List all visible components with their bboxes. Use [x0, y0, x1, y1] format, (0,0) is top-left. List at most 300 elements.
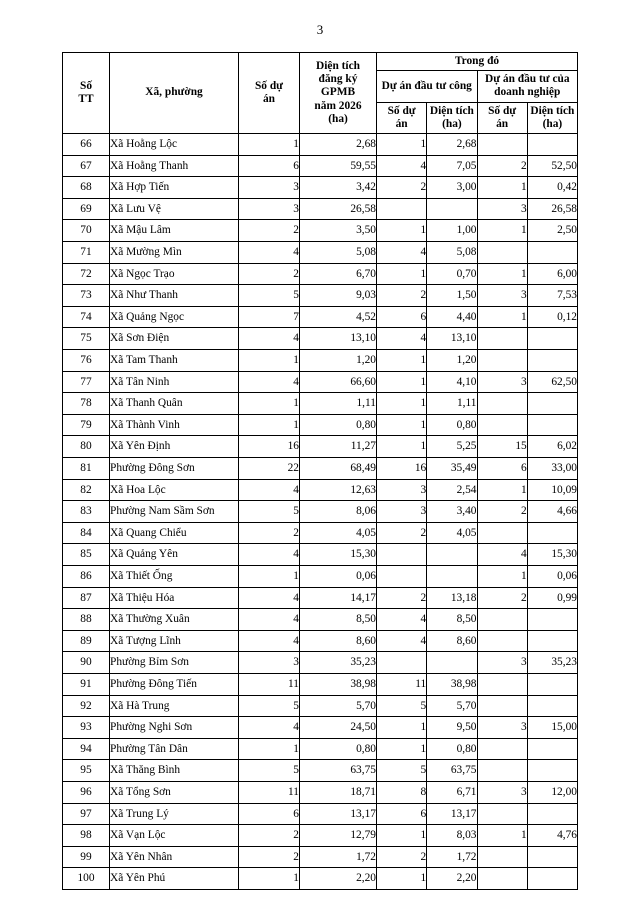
cell-enterprise-area: 4,66	[527, 501, 577, 523]
cell-stt: 88	[63, 609, 110, 631]
table-row	[63, 717, 578, 739]
cell-enterprise-count	[477, 350, 527, 372]
cell-enterprise-area: 7,53	[527, 285, 577, 307]
table-row	[63, 652, 578, 674]
cell-enterprise-count: 6	[477, 458, 527, 480]
table-row	[63, 630, 578, 652]
header-project-count-line1: Số dự	[254, 79, 284, 92]
header-public-area	[427, 102, 477, 133]
cell-enterprise-area	[527, 846, 577, 868]
cell-stt: 69	[63, 198, 110, 220]
table-row	[63, 803, 578, 825]
cell-commune-name: Xã Quang Chiểu	[110, 522, 239, 544]
cell-enterprise-count	[477, 695, 527, 717]
cell-stt: 76	[63, 350, 110, 372]
cell-public-area	[427, 544, 477, 566]
cell-area-gpmb: 9,03	[300, 285, 377, 307]
cell-stt: 91	[63, 673, 110, 695]
cell-commune-name: Xã Mường Mìn	[110, 242, 239, 264]
cell-area-gpmb: 3,42	[300, 177, 377, 199]
cell-public-count: 4	[377, 328, 427, 350]
cell-enterprise-count: 1	[477, 177, 527, 199]
table-row	[63, 328, 578, 350]
cell-public-area: 35,49	[427, 458, 477, 480]
cell-enterprise-area	[527, 695, 577, 717]
cell-enterprise-area	[527, 868, 577, 890]
table-row	[63, 371, 578, 393]
cell-public-area: 5,25	[427, 436, 477, 458]
table-container	[62, 52, 578, 890]
header-stt-line2: TT	[78, 93, 94, 106]
cell-enterprise-area	[527, 673, 577, 695]
cell-public-count: 5	[377, 695, 427, 717]
cell-public-count	[377, 198, 427, 220]
cell-enterprise-count: 3	[477, 198, 527, 220]
cell-enterprise-count: 3	[477, 285, 527, 307]
cell-public-count: 1	[377, 134, 427, 156]
cell-project-count: 1	[239, 414, 300, 436]
cell-commune-name: Xã Thiệu Hóa	[110, 587, 239, 609]
cell-commune-name: Xã Thăng Bình	[110, 760, 239, 782]
cell-public-count: 4	[377, 242, 427, 264]
table-row	[63, 393, 578, 415]
header-public-count	[377, 102, 427, 133]
header-enterprise-count-line1: Số dự	[488, 104, 517, 117]
cell-enterprise-count: 15	[477, 436, 527, 458]
cell-project-count: 4	[239, 371, 300, 393]
cell-enterprise-count: 1	[477, 220, 527, 242]
cell-area-gpmb: 1,72	[300, 846, 377, 868]
cell-project-count: 1	[239, 738, 300, 760]
cell-stt: 80	[63, 436, 110, 458]
cell-commune-name: Xã Mậu Lâm	[110, 220, 239, 242]
table-row	[63, 414, 578, 436]
table-row	[63, 436, 578, 458]
cell-area-gpmb: 26,58	[300, 198, 377, 220]
cell-public-area: 9,50	[427, 717, 477, 739]
cell-project-count: 4	[239, 587, 300, 609]
cell-project-count: 5	[239, 285, 300, 307]
cell-stt: 87	[63, 587, 110, 609]
cell-commune-name: Phường Bỉm Sơn	[110, 652, 239, 674]
cell-area-gpmb: 35,23	[300, 652, 377, 674]
cell-commune-name: Xã Như Thanh	[110, 285, 239, 307]
table-row	[63, 781, 578, 803]
cell-public-area: 13,18	[427, 587, 477, 609]
cell-area-gpmb: 2,68	[300, 134, 377, 156]
cell-public-count: 1	[377, 738, 427, 760]
table-row	[63, 155, 578, 177]
table-row	[63, 825, 578, 847]
header-area-line2: đăng ký	[318, 73, 358, 86]
cell-project-count: 2	[239, 846, 300, 868]
cell-area-gpmb: 0,80	[300, 414, 377, 436]
cell-enterprise-count: 1	[477, 565, 527, 587]
cell-public-count: 1	[377, 825, 427, 847]
cell-enterprise-area	[527, 522, 577, 544]
cell-public-area: 7,05	[427, 155, 477, 177]
cell-enterprise-area: 0,12	[527, 306, 577, 328]
cell-commune-name: Xã Vạn Lộc	[110, 825, 239, 847]
cell-stt: 66	[63, 134, 110, 156]
cell-enterprise-area	[527, 609, 577, 631]
cell-project-count: 7	[239, 306, 300, 328]
cell-enterprise-count	[477, 738, 527, 760]
cell-enterprise-count: 2	[477, 155, 527, 177]
table-body	[63, 134, 578, 890]
cell-commune-name: Xã Thường Xuân	[110, 609, 239, 631]
cell-enterprise-area: 6,02	[527, 436, 577, 458]
cell-commune-name: Xã Hoằng Lộc	[110, 134, 239, 156]
cell-public-count: 6	[377, 803, 427, 825]
table-row	[63, 501, 578, 523]
cell-public-count: 4	[377, 630, 427, 652]
cell-area-gpmb: 12,79	[300, 825, 377, 847]
cell-area-gpmb: 8,50	[300, 609, 377, 631]
cell-enterprise-area: 62,50	[527, 371, 577, 393]
cell-enterprise-area	[527, 738, 577, 760]
cell-public-area: 1,20	[427, 350, 477, 372]
header-public-area-line1: Diện tích	[429, 104, 474, 117]
cell-public-area: 5,08	[427, 242, 477, 264]
cell-area-gpmb: 3,50	[300, 220, 377, 242]
cell-stt: 74	[63, 306, 110, 328]
cell-enterprise-count	[477, 630, 527, 652]
cell-area-gpmb: 0,80	[300, 738, 377, 760]
cell-public-count: 2	[377, 846, 427, 868]
cell-stt: 67	[63, 155, 110, 177]
header-commune: Xã, phường	[110, 53, 239, 134]
cell-public-area: 2,20	[427, 868, 477, 890]
cell-project-count: 4	[239, 328, 300, 350]
cell-public-count: 2	[377, 285, 427, 307]
cell-commune-name: Xã Quảng Yên	[110, 544, 239, 566]
cell-public-count	[377, 544, 427, 566]
cell-enterprise-count: 1	[477, 263, 527, 285]
cell-project-count: 2	[239, 263, 300, 285]
cell-project-count: 2	[239, 522, 300, 544]
cell-enterprise-area: 15,00	[527, 717, 577, 739]
cell-enterprise-area: 15,30	[527, 544, 577, 566]
header-enterprise-line2: doanh nghiệp	[494, 86, 561, 99]
cell-public-count: 16	[377, 458, 427, 480]
cell-area-gpmb: 14,17	[300, 587, 377, 609]
cell-project-count: 4	[239, 544, 300, 566]
cell-commune-name: Xã Hoằng Thanh	[110, 155, 239, 177]
cell-public-count: 4	[377, 609, 427, 631]
cell-public-area: 2,68	[427, 134, 477, 156]
cell-project-count: 4	[239, 630, 300, 652]
table-row	[63, 609, 578, 631]
cell-public-count: 2	[377, 177, 427, 199]
cell-stt: 90	[63, 652, 110, 674]
cell-public-area: 13,17	[427, 803, 477, 825]
cell-area-gpmb: 12,63	[300, 479, 377, 501]
cell-stt: 72	[63, 263, 110, 285]
cell-area-gpmb: 15,30	[300, 544, 377, 566]
cell-public-count: 1	[377, 220, 427, 242]
cell-enterprise-count	[477, 328, 527, 350]
cell-enterprise-count	[477, 803, 527, 825]
cell-commune-name: Xã Thanh Quân	[110, 393, 239, 415]
cell-area-gpmb: 13,17	[300, 803, 377, 825]
cell-public-area: 1,72	[427, 846, 477, 868]
table-row	[63, 458, 578, 480]
gpmb-registration-table	[62, 52, 578, 890]
cell-stt: 78	[63, 393, 110, 415]
cell-commune-name: Xã Tam Thanh	[110, 350, 239, 372]
cell-project-count: 1	[239, 565, 300, 587]
cell-commune-name: Xã Quảng Ngọc	[110, 306, 239, 328]
cell-public-count: 1	[377, 414, 427, 436]
cell-stt: 73	[63, 285, 110, 307]
header-public-investment: Dự án đầu tư công	[377, 71, 478, 102]
header-area-line5: (ha)	[328, 112, 348, 125]
cell-enterprise-area	[527, 134, 577, 156]
cell-public-area: 8,03	[427, 825, 477, 847]
cell-stt: 85	[63, 544, 110, 566]
cell-stt: 68	[63, 177, 110, 199]
cell-stt: 92	[63, 695, 110, 717]
cell-stt: 94	[63, 738, 110, 760]
cell-commune-name: Xã Tượng Lĩnh	[110, 630, 239, 652]
cell-area-gpmb: 0,06	[300, 565, 377, 587]
table-row	[63, 198, 578, 220]
cell-enterprise-area: 35,23	[527, 652, 577, 674]
cell-area-gpmb: 1,11	[300, 393, 377, 415]
cell-enterprise-area: 6,00	[527, 263, 577, 285]
table-row	[63, 177, 578, 199]
table-row	[63, 673, 578, 695]
cell-enterprise-area: 0,06	[527, 565, 577, 587]
table-header	[63, 53, 578, 134]
cell-stt: 81	[63, 458, 110, 480]
cell-enterprise-count	[477, 414, 527, 436]
table-row	[63, 263, 578, 285]
cell-project-count: 11	[239, 781, 300, 803]
cell-public-count: 3	[377, 501, 427, 523]
table-row	[63, 134, 578, 156]
cell-stt: 97	[63, 803, 110, 825]
cell-enterprise-area	[527, 414, 577, 436]
cell-project-count: 1	[239, 350, 300, 372]
cell-public-area: 3,40	[427, 501, 477, 523]
cell-project-count: 3	[239, 198, 300, 220]
cell-enterprise-area: 0,99	[527, 587, 577, 609]
cell-commune-name: Xã Yên Định	[110, 436, 239, 458]
header-stt	[63, 53, 110, 134]
cell-public-area: 0,70	[427, 263, 477, 285]
cell-public-area: 63,75	[427, 760, 477, 782]
table-row	[63, 738, 578, 760]
cell-public-count: 3	[377, 479, 427, 501]
header-area-line1: Diện tích	[316, 60, 360, 72]
cell-project-count: 4	[239, 242, 300, 264]
cell-area-gpmb: 38,98	[300, 673, 377, 695]
cell-area-gpmb: 18,71	[300, 781, 377, 803]
page-number: 3	[316, 22, 324, 37]
header-row-1	[63, 53, 578, 71]
cell-stt: 96	[63, 781, 110, 803]
cell-stt: 95	[63, 760, 110, 782]
cell-area-gpmb: 8,60	[300, 630, 377, 652]
cell-enterprise-area: 2,50	[527, 220, 577, 242]
cell-project-count: 6	[239, 155, 300, 177]
cell-public-count: 1	[377, 436, 427, 458]
cell-enterprise-count: 2	[477, 501, 527, 523]
cell-public-count: 4	[377, 155, 427, 177]
header-public-count-line1: Số dự	[387, 104, 416, 117]
cell-public-count: 1	[377, 371, 427, 393]
table-row	[63, 220, 578, 242]
header-enterprise-area-line2: (ha)	[542, 117, 563, 130]
cell-enterprise-count	[477, 760, 527, 782]
cell-commune-name: Xã Sơn Điện	[110, 328, 239, 350]
cell-project-count: 16	[239, 436, 300, 458]
table-row	[63, 522, 578, 544]
cell-commune-name: Xã Hợp Tiến	[110, 177, 239, 199]
table-row	[63, 242, 578, 264]
cell-commune-name: Xã Tân Ninh	[110, 371, 239, 393]
cell-enterprise-count	[477, 673, 527, 695]
cell-commune-name: Xã Tổng Sơn	[110, 781, 239, 803]
cell-stt: 71	[63, 242, 110, 264]
cell-enterprise-count: 3	[477, 717, 527, 739]
cell-public-count: 1	[377, 263, 427, 285]
table-row	[63, 285, 578, 307]
cell-public-count: 11	[377, 673, 427, 695]
cell-area-gpmb: 11,27	[300, 436, 377, 458]
cell-stt: 93	[63, 717, 110, 739]
cell-commune-name: Xã Lưu Vệ	[110, 198, 239, 220]
cell-enterprise-area	[527, 803, 577, 825]
cell-commune-name: Xã Trung Lý	[110, 803, 239, 825]
cell-enterprise-area: 4,76	[527, 825, 577, 847]
header-project-count	[239, 53, 300, 134]
cell-enterprise-count	[477, 846, 527, 868]
table-row	[63, 695, 578, 717]
cell-area-gpmb: 2,20	[300, 868, 377, 890]
cell-stt: 83	[63, 501, 110, 523]
cell-area-gpmb: 6,70	[300, 263, 377, 285]
header-stt-line1: Số	[79, 79, 93, 92]
cell-area-gpmb: 66,60	[300, 371, 377, 393]
header-enterprise-count-line2: án	[496, 117, 509, 130]
cell-commune-name: Phường Đông Tiến	[110, 673, 239, 695]
cell-area-gpmb: 5,08	[300, 242, 377, 264]
cell-project-count: 2	[239, 220, 300, 242]
cell-public-count: 1	[377, 868, 427, 890]
header-enterprise-investment	[477, 71, 578, 102]
cell-enterprise-area	[527, 760, 577, 782]
table-row	[63, 350, 578, 372]
cell-commune-name: Xã Yên Phú	[110, 868, 239, 890]
cell-stt: 89	[63, 630, 110, 652]
cell-stt: 99	[63, 846, 110, 868]
table-row	[63, 868, 578, 890]
cell-public-count: 6	[377, 306, 427, 328]
header-public-area-line2: (ha)	[442, 117, 462, 130]
cell-public-area	[427, 198, 477, 220]
cell-project-count: 22	[239, 458, 300, 480]
cell-project-count: 3	[239, 652, 300, 674]
cell-enterprise-area: 10,09	[527, 479, 577, 501]
cell-project-count: 4	[239, 717, 300, 739]
cell-project-count: 6	[239, 803, 300, 825]
cell-area-gpmb: 59,55	[300, 155, 377, 177]
table-row	[63, 846, 578, 868]
cell-enterprise-count: 2	[477, 587, 527, 609]
header-area-line3: GPMB	[320, 86, 356, 99]
cell-commune-name: Xã Thiết Ống	[110, 565, 239, 587]
cell-enterprise-count: 1	[477, 825, 527, 847]
cell-enterprise-area: 12,00	[527, 781, 577, 803]
header-enterprise-area-line1: Diện tích	[530, 104, 575, 117]
table-row	[63, 479, 578, 501]
cell-public-area: 3,00	[427, 177, 477, 199]
cell-area-gpmb: 5,70	[300, 695, 377, 717]
cell-public-area: 2,54	[427, 479, 477, 501]
cell-area-gpmb: 4,05	[300, 522, 377, 544]
cell-enterprise-count: 1	[477, 479, 527, 501]
cell-project-count: 1	[239, 134, 300, 156]
cell-enterprise-area: 33,00	[527, 458, 577, 480]
cell-enterprise-area	[527, 328, 577, 350]
cell-project-count: 4	[239, 479, 300, 501]
cell-public-area: 13,10	[427, 328, 477, 350]
cell-public-count: 2	[377, 587, 427, 609]
table-row	[63, 587, 578, 609]
cell-commune-name: Xã Ngọc Trạo	[110, 263, 239, 285]
cell-enterprise-count	[477, 868, 527, 890]
cell-stt: 98	[63, 825, 110, 847]
cell-enterprise-count: 3	[477, 781, 527, 803]
cell-commune-name: Phường Nghi Sơn	[110, 717, 239, 739]
cell-stt: 100	[63, 868, 110, 890]
cell-public-area: 1,00	[427, 220, 477, 242]
cell-area-gpmb: 1,20	[300, 350, 377, 372]
cell-public-area: 0,80	[427, 738, 477, 760]
table-row	[63, 544, 578, 566]
header-enterprise-count	[477, 102, 527, 133]
cell-public-area: 8,50	[427, 609, 477, 631]
cell-stt: 75	[63, 328, 110, 350]
cell-enterprise-area: 0,42	[527, 177, 577, 199]
cell-enterprise-area: 52,50	[527, 155, 577, 177]
cell-project-count: 1	[239, 393, 300, 415]
cell-area-gpmb: 68,49	[300, 458, 377, 480]
cell-enterprise-area	[527, 393, 577, 415]
cell-project-count: 5	[239, 695, 300, 717]
cell-enterprise-count	[477, 522, 527, 544]
cell-enterprise-count: 3	[477, 371, 527, 393]
cell-commune-name: Phường Tân Dân	[110, 738, 239, 760]
cell-public-area: 4,05	[427, 522, 477, 544]
table-row	[63, 565, 578, 587]
cell-commune-name: Phường Đông Sơn	[110, 458, 239, 480]
cell-enterprise-count	[477, 609, 527, 631]
table-row	[63, 306, 578, 328]
cell-public-area	[427, 565, 477, 587]
cell-project-count: 1	[239, 868, 300, 890]
cell-enterprise-area	[527, 630, 577, 652]
cell-area-gpmb: 13,10	[300, 328, 377, 350]
cell-public-count: 5	[377, 760, 427, 782]
cell-public-area: 1,11	[427, 393, 477, 415]
cell-enterprise-area: 26,58	[527, 198, 577, 220]
cell-public-count: 2	[377, 522, 427, 544]
cell-project-count: 5	[239, 760, 300, 782]
